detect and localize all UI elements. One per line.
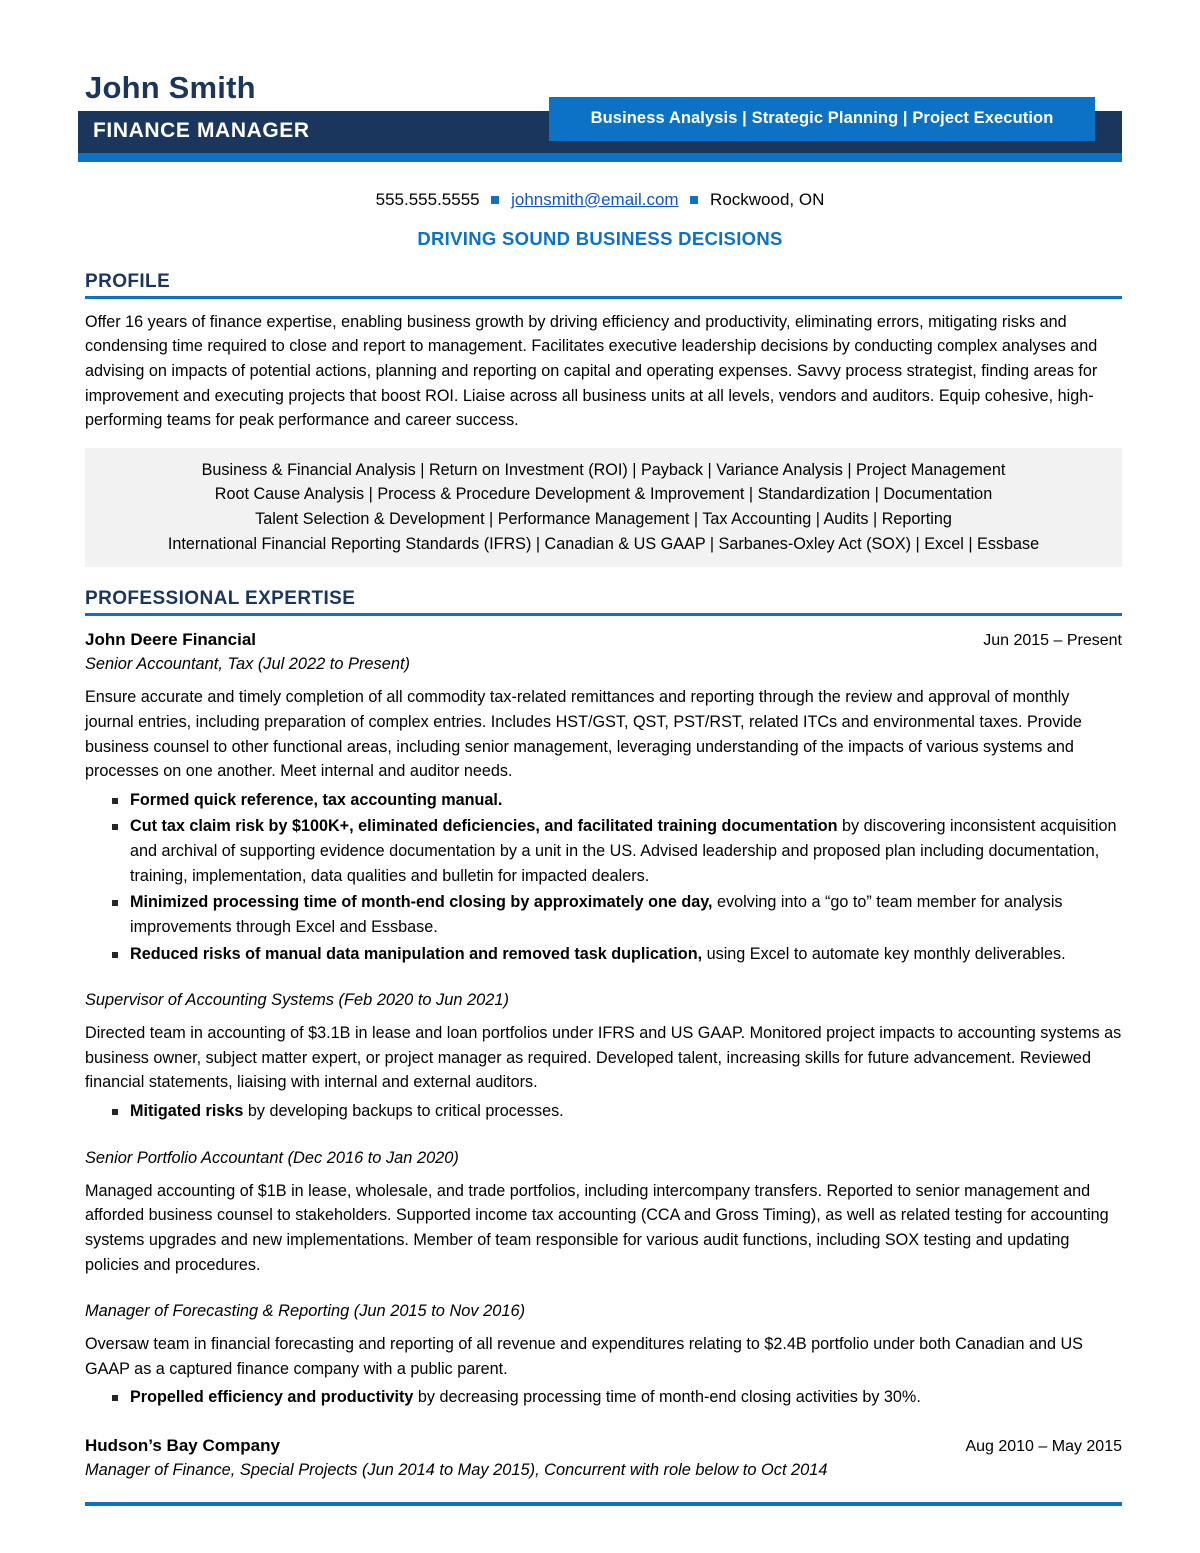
location-text: Rockwood, ON: [710, 189, 825, 209]
contact-line: [0, 189, 1200, 211]
bullet-item: [85, 1385, 1122, 1410]
job-company-name: Hudson’s Bay Company: [85, 1436, 280, 1456]
skills-line: International Financial Reporting Standards (IFRS) | Canadian & US GAAP | Sarbanes-Oxley Act (SOX) | Excel | Essbase: [167, 534, 1040, 553]
bullet-detail: by decreasing processing time of month-end closing activities by 30%.: [413, 1388, 921, 1407]
skills-line: Talent Selection & Development | Performance Management | Tax Accounting | Audits | Reporting: [255, 510, 952, 529]
resume-content: [0, 271, 1200, 1506]
resume-header: [0, 0, 1200, 163]
job-role-bullets: [85, 788, 1122, 966]
bullet-lead-in: Minimized processing time of month-end closing by approximately one day,: [130, 893, 713, 912]
profile-summary: Offer 16 years of finance expertise, enabling business growth by driving efficiency and productivity, eliminating errors, mitigating risks and condensing time required to close and report to management. Facilitates executive leadership decisions by conducting complex analyses and advising on impacts of potential actions, planning and reporting on capital and operating expenses. Savvy process strategist, finding areas for improvement and executing projects that boost ROI. Liaise across all business units at all levels, vendors and auditors. Equip cohesive, high-performing teams for peak performance and career success.: [85, 312, 1098, 430]
skills-line: Business & Financial Analysis | Return on Investment (ROI) | Payback | Variance Analysis | Project Management: [201, 460, 1006, 479]
bullet-lead-in: Propelled efficiency and productivity: [130, 1388, 414, 1407]
job-role-title: Manager of Finance, Special Projects (Jun 2014 to May 2015), Concurrent with role below to Oct 2014: [85, 1461, 828, 1480]
skills-line: Root Cause Analysis | Process & Procedure Development & Improvement | Standardization | Documentation: [214, 485, 993, 504]
job-header: [85, 630, 1122, 650]
job-dates: Jun 2015 – Present: [983, 632, 1122, 650]
bullet-lead-in: Reduced risks of manual data manipulation and removed task duplication,: [130, 944, 703, 963]
title-bar-underline: [78, 153, 1122, 162]
job-role-title: Senior Accountant, Tax (Jul 2022 to Present): [85, 655, 410, 674]
separator-square-icon: [491, 196, 499, 204]
job-role-summary: Managed accounting of $1B in lease, wholesale, and trade portfolios, including intercompany transfers. Reported to senior management and afforded business counsel to stakeholders. Supported income tax accounting (CCA and Gross Timing), as well as related testing for accounting systems upgrades and new implementations. Member of team responsible for various audit functions, including SOX testing and updating policies and procedures.: [85, 1181, 1109, 1274]
job-company-name: John Deere Financial: [85, 630, 256, 650]
bullet-item: [85, 788, 1122, 813]
job-role-bullets: [85, 1099, 1122, 1124]
job-role-summary: Directed team in accounting of $3.1B in lease and loan portfolios under IFRS and US GAAP. Monitored project impacts to accounting systems as business owner, subject matter expert, or project manager as required. Developed talent, increasing skills for future advancement. Reviewed financial statements, liaising with internal and external auditors.: [85, 1024, 1122, 1092]
job-dates: Aug 2010 – May 2015: [965, 1438, 1122, 1456]
job-role-title: Manager of Forecasting & Reporting (Jun 2015 to Nov 2016): [85, 1302, 526, 1321]
bullet-lead-in: Cut tax claim risk by $100K+, eliminated deficiencies, and facilitated training documentation: [130, 817, 838, 836]
bullet-item: [85, 890, 1122, 939]
tagline-box: [549, 97, 1095, 141]
candidate-name: John Smith: [85, 70, 256, 105]
tagline-text: Business Analysis | Strategic Planning | Project Execution: [590, 109, 1054, 128]
bottom-divider: [85, 1502, 1122, 1506]
bullet-detail: by discovering inconsistent acquisition and archival of supporting evidence documentation by a unit in the US. Advised leadership and proposed plan including documentation, training, implementation, data qualities and bulletin for impacted dealers.: [130, 817, 1117, 885]
job-role-summary: Ensure accurate and timely completion of all commodity tax-related remittances and reporting through the review and approval of monthly journal entries, including preparation of complex entries. Includes HST/GST, QST, PST/RST, related ITCs and environmental taxes. Provide business counsel to other functional areas, including senior management, leveraging understanding of the impacts of various systems and processes on one another. Meet internal and auditor needs.: [85, 688, 1082, 781]
email-link[interactable]: johnsmith@email.com: [511, 189, 679, 209]
job-role-summary: Oversaw team in financial forecasting and reporting of all revenue and expenditures relating to $2.4B portfolio under both Canadian and US GAAP as a captured finance company with a public parent.: [85, 1335, 1083, 1378]
job-role-bullets: [85, 1385, 1122, 1410]
job-header: [85, 1436, 1122, 1456]
core-skills-box: [85, 448, 1122, 568]
bullet-item: [85, 942, 1122, 967]
bullet-detail: evolving into a “go to” team member for analysis improvements through Excel and Essbase.: [130, 893, 1063, 936]
job-role-title: Senior Portfolio Accountant (Dec 2016 to Jan 2020): [85, 1148, 459, 1167]
bullet-detail: using Excel to automate key monthly deliverables.: [702, 944, 1066, 963]
bullet-detail: by developing backups to critical processes.: [243, 1102, 564, 1121]
job-role-title: Supervisor of Accounting Systems (Feb 2020 to Jun 2021): [85, 991, 509, 1010]
bullet-item: [85, 1099, 1122, 1124]
separator-square-icon: [690, 196, 698, 204]
candidate-job-title: FINANCE MANAGER: [93, 118, 310, 142]
section-heading-profile: PROFILE: [85, 271, 1122, 299]
section-heading-experience: PROFESSIONAL EXPERTISE: [85, 588, 1122, 616]
title-bar-wrapper: [0, 111, 1200, 163]
bullet-item: [85, 814, 1122, 888]
headline-tagline: DRIVING SOUND BUSINESS DECISIONS: [417, 227, 783, 249]
bullet-lead-in: Mitigated risks: [130, 1102, 244, 1121]
phone-number: 555.555.5555: [375, 189, 480, 209]
bullet-lead-in: Formed quick reference, tax accounting manual.: [130, 790, 503, 809]
